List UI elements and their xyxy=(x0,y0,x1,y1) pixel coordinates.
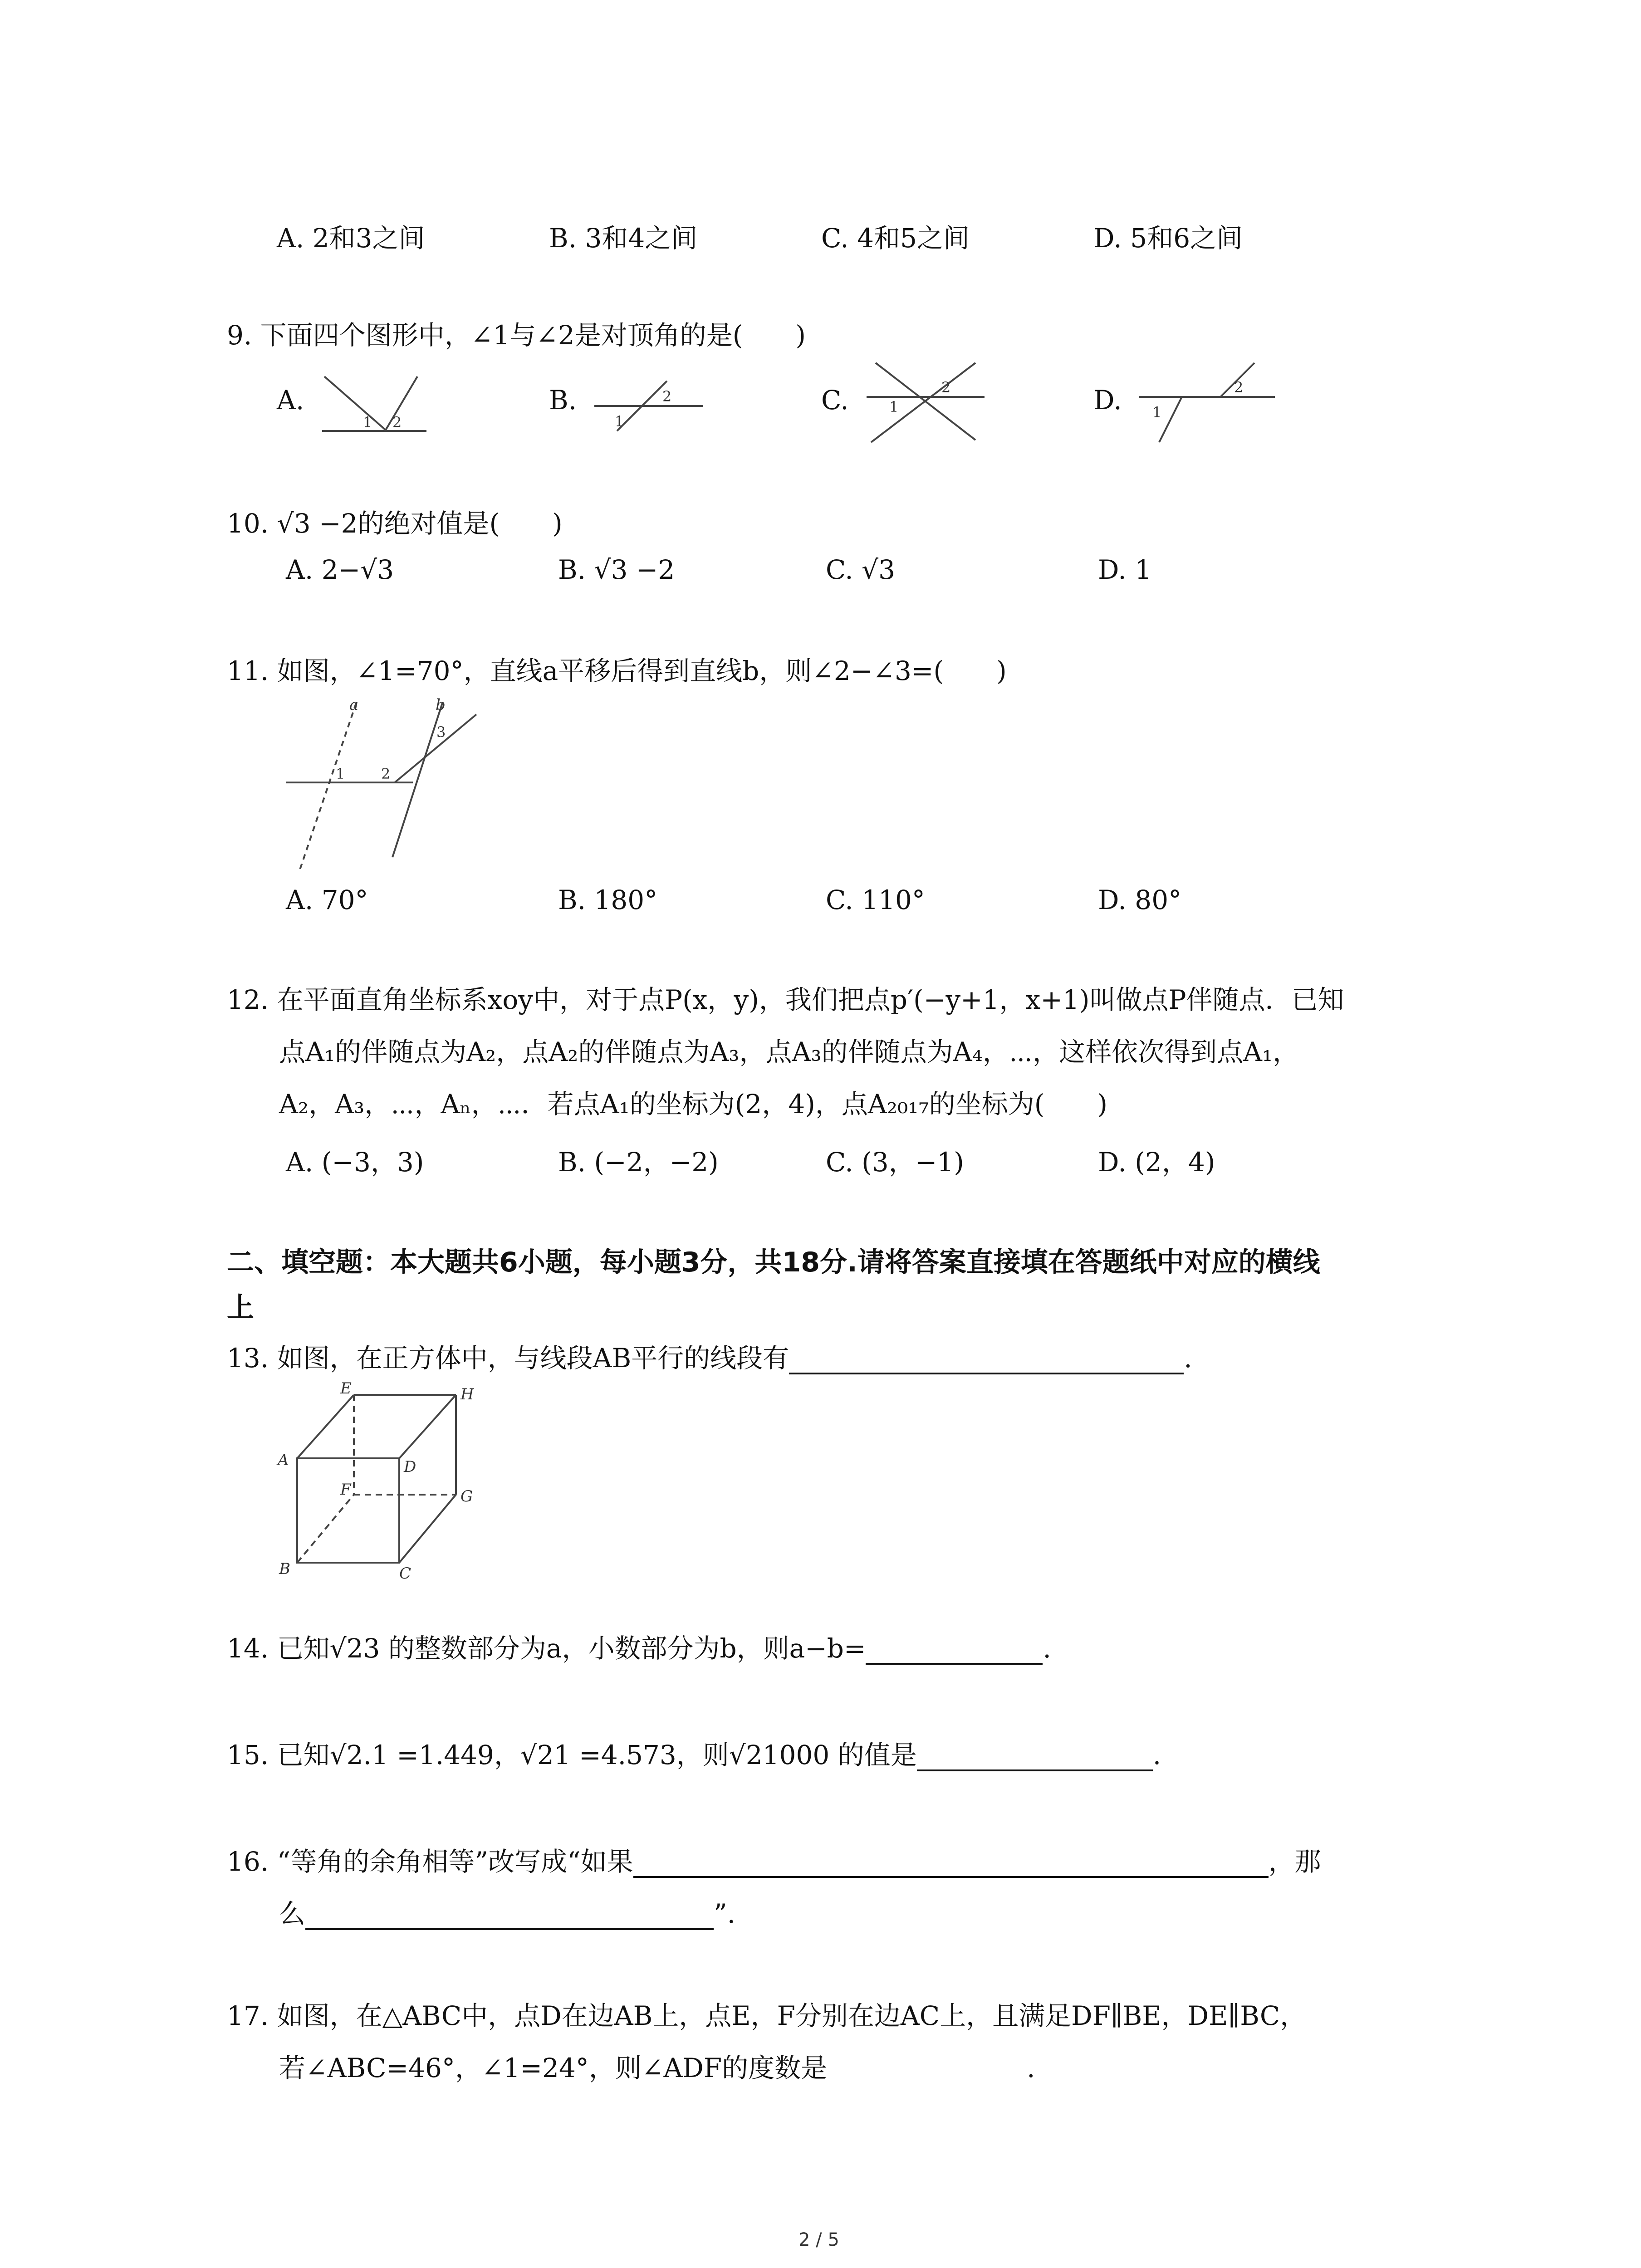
angle-label-1: 1 xyxy=(889,398,899,415)
q17-end: . xyxy=(1027,2053,1035,2083)
q9-figure-d xyxy=(1134,358,1279,446)
q9-option-b: B. xyxy=(549,385,577,415)
vertex-label-b: B xyxy=(279,1560,290,1578)
q10-option-d: D. 1 xyxy=(1098,554,1152,585)
section-2-heading-line-2: 上 xyxy=(227,1292,254,1324)
line-label-b: b xyxy=(436,696,446,714)
q15-answer-blank[interactable] xyxy=(917,1742,1153,1771)
angle-label-1: 1 xyxy=(615,413,624,430)
q15-stem xyxy=(227,1740,1161,1771)
q13-answer-blank[interactable] xyxy=(789,1345,1184,1374)
q9-option-d: D. xyxy=(1093,385,1122,415)
vertex-label-h: H xyxy=(460,1385,474,1403)
q11-figure xyxy=(281,696,490,875)
q9-figure-b xyxy=(590,367,708,437)
vertex-label-d: D xyxy=(404,1458,416,1476)
q11-option-c: C. 110° xyxy=(826,885,925,915)
q15-end: . xyxy=(1152,1740,1161,1770)
q15-stem-text: 15. 已知√2.1 =1.449，√21 =4.573，则√21000 的值是 xyxy=(227,1740,917,1770)
q9-option-c: C. xyxy=(821,385,849,415)
q16-line-1-end: ，那 xyxy=(1268,1846,1321,1877)
q11-option-d: D. 80° xyxy=(1098,885,1182,915)
page-number: 2 / 5 xyxy=(798,2229,839,2250)
q13-cube-figure xyxy=(272,1379,508,1594)
vertex-label-e: E xyxy=(340,1379,352,1398)
angle-label-1: 1 xyxy=(363,414,372,431)
q12-line-3: A₂，A₃，⋯，Aₙ，⋯．若点A₁的坐标为(2，4)，点A₂₀₁₇的坐标为( ) xyxy=(279,1089,1107,1119)
q17-line-1: 17. 如图，在△ABC中，点D在边AB上，点E，F分别在边AC上，且满足DF∥BE，DE∥BC， xyxy=(227,2000,1307,2031)
angle-label-2: 2 xyxy=(392,414,402,431)
q16-line-2-end: ”. xyxy=(714,1898,736,1929)
angle-label-1: 1 xyxy=(336,765,345,782)
q16-line-1 xyxy=(227,1846,1321,1878)
section-2-heading-line-1: 二、填空题：本大题共6小题，每小题3分，共18分.请将答案直接填在答题纸中对应的横线 xyxy=(227,1246,1320,1278)
q11-option-b: B. 180° xyxy=(558,885,658,915)
line-label-a: a xyxy=(349,696,359,714)
angle-label-2: 2 xyxy=(381,765,391,782)
q9-figure-a xyxy=(318,367,436,437)
q14-stem xyxy=(227,1633,1051,1665)
q9-option-a: A. xyxy=(277,385,304,415)
q8-option-b: B. 3和4之间 xyxy=(549,223,698,254)
angle-label-2: 2 xyxy=(1234,379,1244,396)
q8-option-a: A. 2和3之间 xyxy=(277,223,425,254)
vertex-label-g: G xyxy=(460,1487,473,1505)
q17-line-2 xyxy=(279,2053,1035,2084)
q11-stem: 11. 如图，∠1=70°，直线a平移后得到直线b，则∠2−∠3=( ) xyxy=(227,655,1007,686)
q12-option-b: B. (−2，−2) xyxy=(558,1147,719,1178)
angle-label-3: 3 xyxy=(436,723,446,741)
q12-option-c: C. (3，−1) xyxy=(826,1147,964,1178)
angle-label-1: 1 xyxy=(1152,404,1162,421)
q14-end: . xyxy=(1043,1633,1051,1664)
q10-option-a: A. 2−√3 xyxy=(286,554,394,585)
q10-option-b: B. √3 −2 xyxy=(558,554,675,585)
vertex-label-f: F xyxy=(340,1481,351,1499)
q12-option-d: D. (2，4) xyxy=(1098,1147,1215,1178)
angle-label-2: 2 xyxy=(662,388,672,405)
q16-answer-blank-2[interactable] xyxy=(305,1901,714,1930)
q9-figure-c xyxy=(862,358,989,446)
q9-stem: 9. 下面四个图形中，∠1与∠2是对顶角的是( ) xyxy=(227,320,806,351)
q12-option-a: A. (−3，3) xyxy=(286,1147,424,1178)
q10-stem: 10. √3 −2的绝对值是( ) xyxy=(227,508,563,539)
q8-option-d: D. 5和6之间 xyxy=(1093,223,1243,254)
q16-answer-blank-1[interactable] xyxy=(633,1849,1269,1878)
q13-stem-text: 13. 如图，在正方体中，与线段AB平行的线段有 xyxy=(227,1343,789,1374)
q14-answer-blank[interactable] xyxy=(866,1636,1043,1665)
q13-stem xyxy=(227,1343,1192,1374)
q16-line-2-start: 么 xyxy=(279,1898,306,1929)
vertex-label-c: C xyxy=(399,1564,411,1583)
q11-option-a: A. 70° xyxy=(286,885,368,915)
vertex-label-a: A xyxy=(278,1451,289,1469)
q10-option-c: C. √3 xyxy=(826,554,896,585)
q14-stem-text: 14. 已知√23 的整数部分为a，小数部分为b，则a−b= xyxy=(227,1633,866,1664)
q13-end: . xyxy=(1184,1343,1192,1374)
q16-line-1-start: 16. “等角的余角相等”改写成“如果 xyxy=(227,1846,633,1877)
q16-line-2 xyxy=(279,1898,735,1930)
q12-line-1: 12. 在平面直角坐标系xoy中，对于点P(x，y)，我们把点p′(−y+1，x+1)叫做点P伴随点．已知 xyxy=(227,984,1344,1015)
angle-label-2: 2 xyxy=(941,379,951,396)
q12-line-2: 点A₁的伴随点为A₂，点A₂的伴随点为A₃，点A₃的伴随点为A₄，⋯，这样依次得到点A₁， xyxy=(279,1036,1299,1067)
q17-line-2-text: 若∠ABC=46°，∠1=24°，则∠ADF的度数是 xyxy=(279,2053,828,2083)
q8-option-c: C. 4和5之间 xyxy=(821,223,970,254)
